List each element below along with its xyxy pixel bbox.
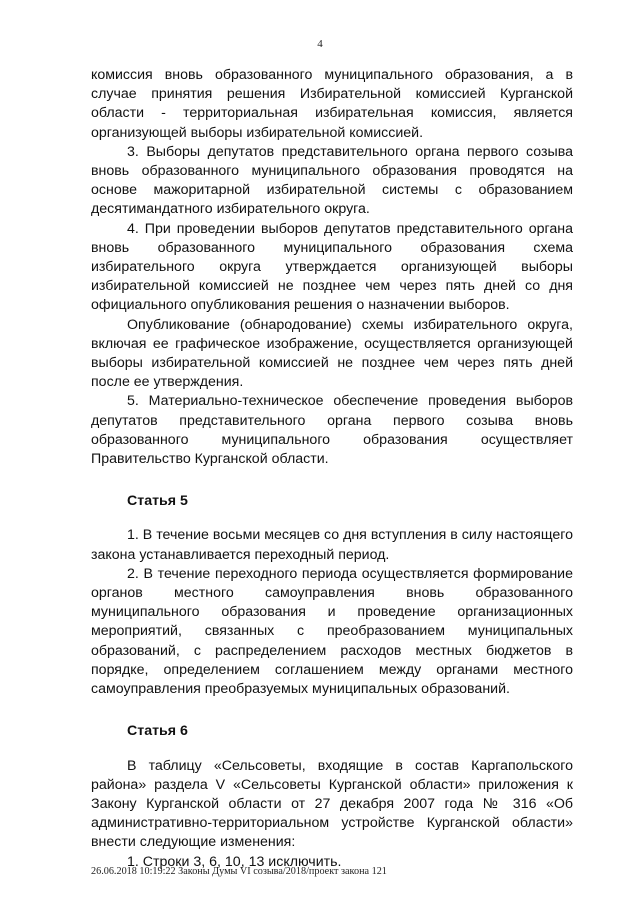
page-number: 4	[317, 38, 323, 50]
footer-document-path: 26.06.2018 10:19:22 Законы Думы VI созыва/2018/проект закона 121	[91, 866, 387, 877]
document-body	[91, 66, 573, 872]
paragraph-item-4: 4. При проведении выборов депутатов представительного органа вновь образованного муниципального образования схема избирательного округа утверждается организующей выборы избирательной комиссией не позднее чем через пять дней со дня официального опубликования решения о назначении выборов.	[91, 220, 573, 314]
paragraph-item-3: 3. Выборы депутатов представительного органа первого созыва вновь образованного муниципального образования проводятся на основе мажоритарной избирательной системы с образованием десятимандатного избирательного округа.	[91, 143, 573, 218]
paragraph-publication: Опубликование (обнародование) схемы избирательного округа, включая ее графическое изображение, осуществляется организующей выборы избирательной комиссией не позднее чем через пять дней после ее утверждения.	[91, 316, 573, 391]
paragraph-art6-item-1: 1. Строки 3, 6, 10, 13 исключить.	[127, 853, 342, 870]
paragraph-art5-item-1: 1. В течение восьми месяцев со дня вступления в силу настоящего закона устанавливается переходный период.	[91, 527, 573, 563]
article-6-heading: Статья 6	[127, 723, 188, 740]
article-5-heading: Статья 5	[127, 493, 188, 510]
paragraph-item-5: 5. Материально-техническое обеспечение проведения выборов депутатов представительного органа первого созыва вновь образованного муниципального образования осуществляет Правительство Курганской области.	[91, 393, 573, 468]
paragraph-art5-item-2: 2. В течение переходного периода осуществляется формирование органов местного самоуправления вновь образованного муниципального образования и проведение организационных мероприятий, связанных с преобразованием муниципальных образований, с распределением расходов местных бюджетов в порядке, определением соглашением между органами местного самоуправления преобразуемых муниципальных образований.	[91, 565, 573, 698]
paragraph-art6-intro: В таблицу «Сельсоветы, входящие в состав Каргапольского района» раздела V «Сельсоветы Курганской области» приложения к Закону Курганской области от 27 декабря 2007 года № 316 «Об административно-территориальном устройстве Курганской области» внести следующие изменения:	[91, 757, 573, 851]
paragraph-commission: комиссия вновь образованного муниципального образования, а в случае принятия решения Избирательной комиссией Курганской области - территориальная избирательная комиссия, является организующей выборы избирательной комиссией.	[91, 67, 573, 141]
